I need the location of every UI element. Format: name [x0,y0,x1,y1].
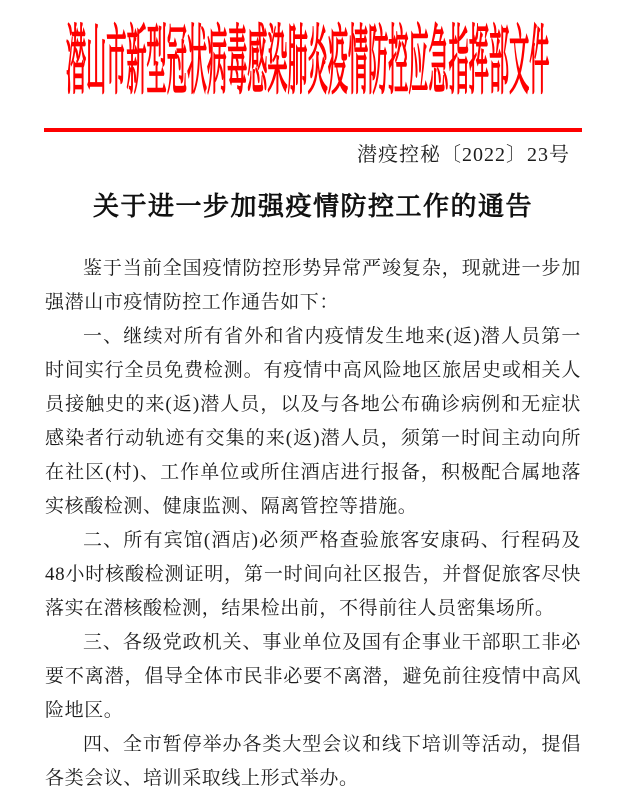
agency-title: 潜山市新型冠状病毒感染肺炎疫情防控应急指挥部文件 [66,20,550,104]
body-paragraph-item-4: 四、全市暂停举办各类大型会议和线下培训等活动，提倡各类会议、培训采取线上形式举办。 [45,734,581,789]
body-paragraph-item-2: 二、所有宾馆(酒店)必须严格查验旅客安康码、行程码及48小时核酸检测证明，第一时间向社区报告，并督促旅客尽快落实在潜核酸检测，结果检出前，不得前往人员密集场所。 [45,530,581,619]
body-paragraph-item-1: 一、继续对所有省外和省内疫情发生地来(返)潜人员第一时间实行全员免费检测。有疫情中高风险地区旅居史或相关人员接触史的来(返)潜人员，以及与各地公布确诊病例和无症状感染者行动轨迹有交集的来(返)潜人员，须第一时间主动向所在社区(村)、工作单位或所住酒店进行报备，积极配合属地落实核酸检测、健康监测、隔离管控等措施。 [45,326,581,517]
red-header-banner [66,20,626,104]
document-body [45,252,581,796]
body-paragraph-intro: 鉴于当前全国疫情防控形势异常严竣复杂，现就进一步加强潜山市疫情防控工作通告如下： [45,258,581,313]
body-paragraph-item-3: 三、各级党政机关、事业单位及国有企事业干部职工非必要不离潜，倡导全体市民非必要不离潜，避免前往疫情中高风险地区。 [45,632,581,721]
document-title: 关于进一步加强疫情防控工作的通告 [92,192,533,222]
red-divider-line [44,128,582,132]
document-number: 潜疫控秘〔2022〕23号 [357,144,570,166]
